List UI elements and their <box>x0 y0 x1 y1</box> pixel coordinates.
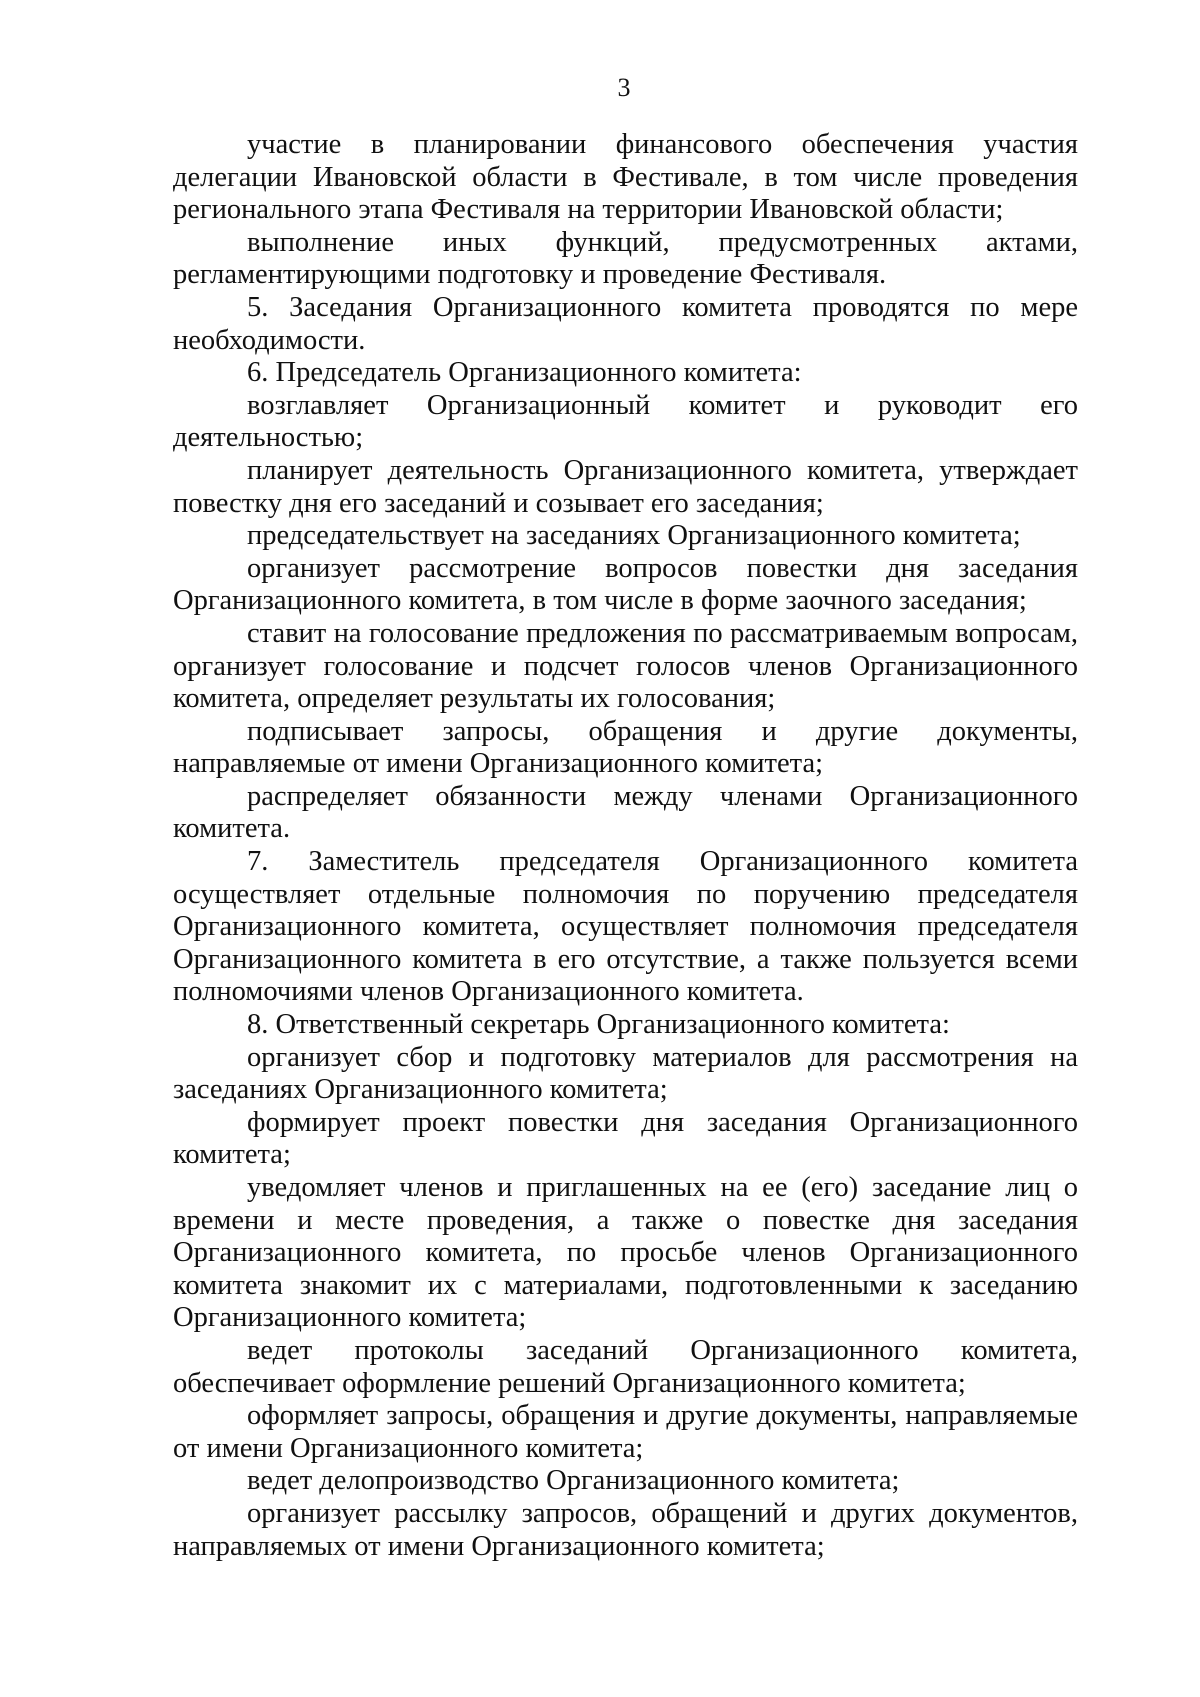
paragraph: подписывает запросы, обращения и другие документы, направляемые от имени Организационного комитета; <box>173 715 1078 780</box>
paragraph: планирует деятельность Организационного комитета, утверждает повестку дня его заседаний и созывает его заседания; <box>173 454 1078 519</box>
paragraph: возглавляет Организационный комитет и руководит его деятельностью; <box>173 389 1078 454</box>
paragraph: уведомляет членов и приглашенных на ее (его) заседание лиц о времени и месте проведения, а также о повестке дня заседания Организационного комитета, по просьбе членов Организационного комитета знакомит их с материалами, подготовленными к заседанию Организационного комитета; <box>173 1172 1078 1334</box>
paragraph: формирует проект повестки дня заседания Организационного комитета; <box>173 1106 1078 1171</box>
paragraph: участие в планировании финансового обеспечения участия делегации Ивановской области в Фестивале, в том числе проведения регионального этапа Фестиваля на территории Ивановской области; <box>173 129 1078 226</box>
paragraph: оформляет запросы, обращения и другие документы, направляемые от имени Организационного комитета; <box>173 1400 1078 1464</box>
paragraph: 8. Ответственный секретарь Организационного комитета: <box>247 1009 950 1041</box>
paragraph: организует сбор и подготовку материалов для рассмотрения на заседаниях Организационного комитета; <box>173 1041 1078 1106</box>
paragraph: 7. Заместитель председателя Организационного комитета осуществляет отдельные полномочия по поручению председателя Организационного комитета, осуществляет полномочия председателя Организационного комитета в его отсутствие, а также пользуется всеми полномочиями членов Организационного комитета. <box>173 846 1078 1008</box>
paragraph: ведет делопроизводство Организационного комитета; <box>247 1465 900 1497</box>
page-number: 3 <box>617 73 631 102</box>
document-body <box>173 129 1078 1563</box>
paragraph: ведет протоколы заседаний Организационного комитета, обеспечивает оформление решений Организационного комитета; <box>173 1334 1078 1399</box>
paragraph: выполнение иных функций, предусмотренных актами, регламентирующими подготовку и проведение Фестиваля. <box>173 226 1078 291</box>
paragraph: 5. Заседания Организационного комитета проводятся по мере необходимости. <box>173 291 1078 356</box>
paragraph: распределяет обязанности между членами Организационного комитета. <box>173 780 1078 845</box>
paragraph: организует рассмотрение вопросов повестки дня заседания Организационного комитета, в том числе в форме заочного заседания; <box>173 552 1078 617</box>
paragraph: ставит на голосование предложения по рассматриваемым вопросам, организует голосование и подсчет голосов членов Организационного комитета, определяет результаты их голосования; <box>173 617 1078 715</box>
paragraph: 6. Председатель Организационного комитета: <box>247 357 802 389</box>
paragraph: организует рассылку запросов, обращений и других документов, направляемых от имени Организационного комитета; <box>173 1497 1078 1562</box>
paragraph: председательствует на заседаниях Организационного комитета; <box>247 520 1021 552</box>
